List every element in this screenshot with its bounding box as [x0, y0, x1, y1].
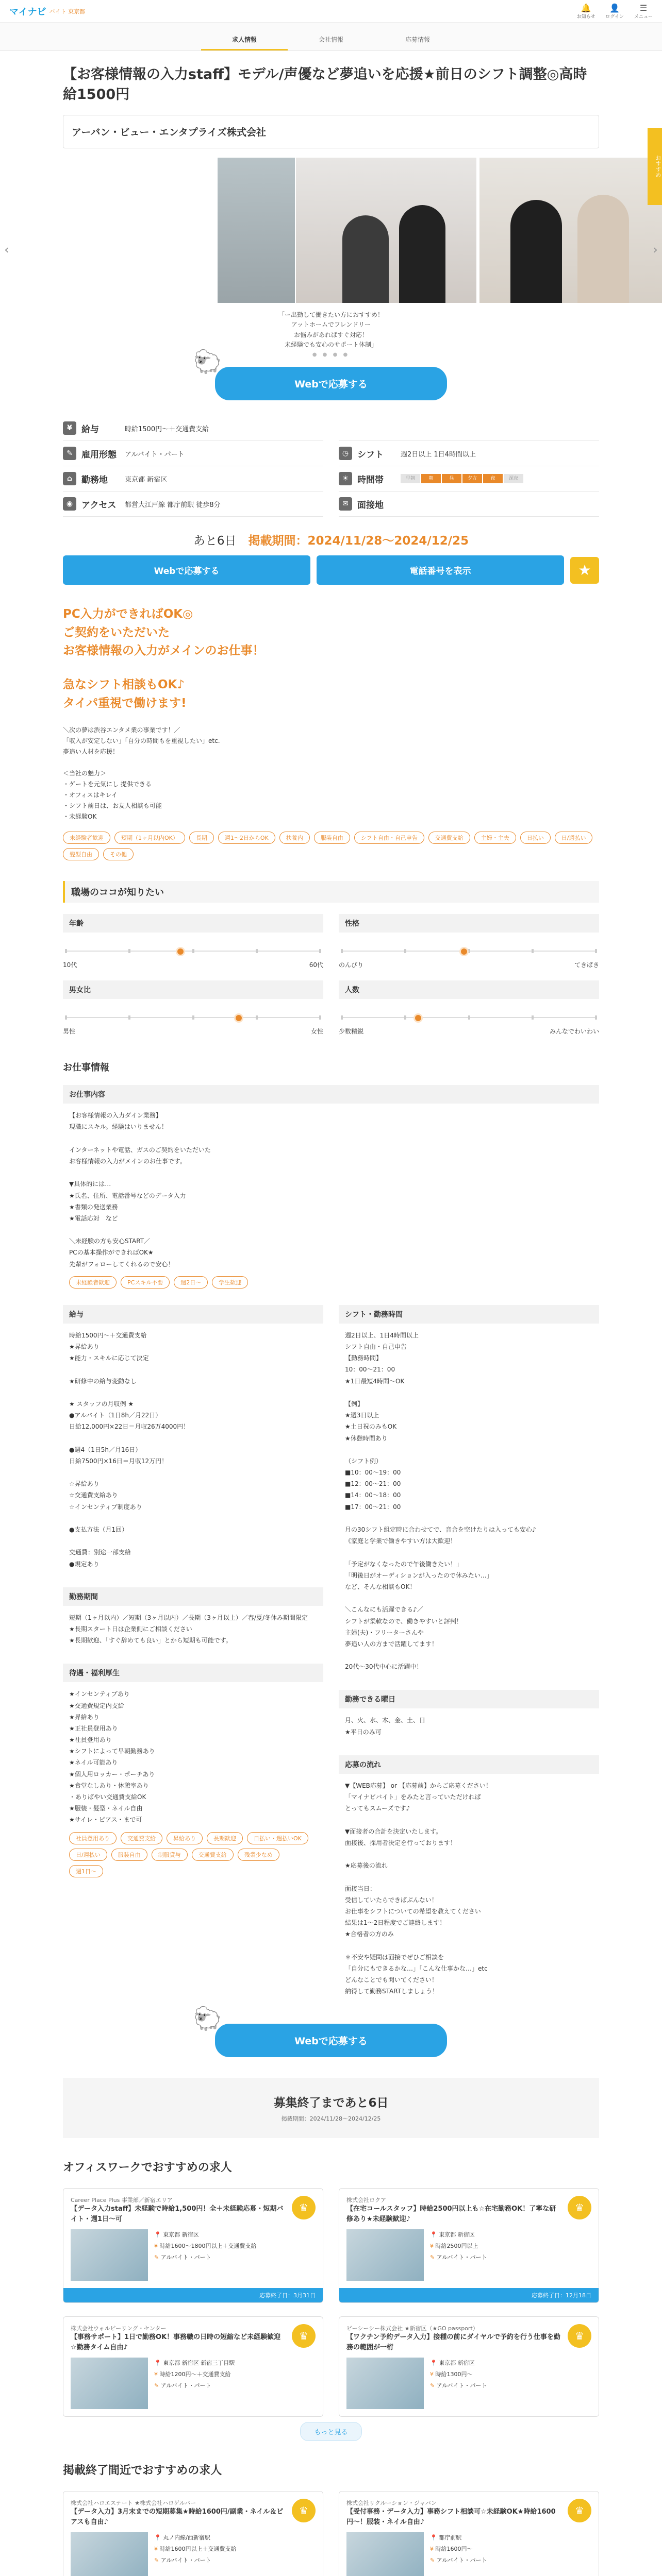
- info-row: [339, 416, 599, 441]
- job-detail: [63, 64, 599, 2576]
- info-label-text: 給与: [81, 424, 99, 435]
- info-7-icon: ✉: [339, 497, 352, 511]
- info-label-text: 時間帯: [357, 474, 384, 485]
- card-detail: [154, 2252, 257, 2263]
- time-slot: 昼: [442, 474, 461, 483]
- tag: 服装自由: [111, 1849, 147, 1861]
- gallery-photo[interactable]: [218, 158, 295, 303]
- card-content: [63, 2317, 323, 2416]
- card-loc: 東京都 新宿区: [439, 2231, 475, 2239]
- feature-name: 性格: [339, 914, 599, 933]
- tag: 交通費支給: [428, 832, 470, 844]
- work-info-title: お仕事情報: [63, 1062, 109, 1074]
- card-detail: [430, 2369, 487, 2380]
- time-bar: [401, 474, 523, 483]
- tag: 髪型自由: [63, 848, 99, 860]
- card-type-icon: ✎: [430, 2382, 437, 2389]
- card-badge-icon: ♛: [292, 2196, 316, 2219]
- slider-tick: [341, 1015, 343, 1020]
- page-tabs: [0, 23, 662, 51]
- work-content-header: お仕事内容: [63, 1085, 599, 1104]
- job-card[interactable]: [63, 2491, 323, 2576]
- card-company: 株式会社リクルーション・ジャパン: [346, 2500, 437, 2507]
- gallery-photo[interactable]: [296, 158, 476, 303]
- user-icon: 👤: [609, 3, 620, 13]
- tag: 未経験者歓迎: [69, 1276, 117, 1289]
- job-description: ＼次の夢は渋谷エンタメ業の事業です！／ 「収入が安定しない」「自分の時間もを重視したい」etc. 夢追い人材を応援！ ＜当社の魅力＞ ・ゲートを元気にし 提供できる ・オフィスはキレイ ・シフト前日は、お友人相談も可能 ・未経験OK: [63, 726, 220, 821]
- card-title[interactable]: 【事務サポート】1日で勤務OK！事務職の日時の短縮など未経験歓迎☆勤務タイム自由♪: [71, 2333, 281, 2351]
- card-detail: [430, 2532, 487, 2544]
- info-value: 東京都 新宿区: [125, 476, 168, 484]
- card-row: [71, 2532, 316, 2576]
- card-type-icon: ✎: [430, 2557, 437, 2564]
- shift-body: 週2日以上、1日4時間以上 シフト自由・自己申告 【勤務時間】 10：00〜21：00 ★1日最短4時間〜OK 【例】 ★週3日以上 ★土日祝のみもOK ★休憩時間あり （シフト例） ■10：00〜19：00 ■12：00〜21：00 ■14：00〜18：00 ■17：00〜21：00 月の30シフト組定時に合わせてで、音合を空けたりは入っても安心♪ 《家庭と学業で働きやすい方は大歓迎！ 「予定がなくなったので午後働きたい！」 「明後日がオーディションが入ったので休みたい…」 など、そんな相談もOK！ ＼こんなにも活躍できる♪／ シフトが柔軟なので、働きやすいと評判！ 主婦(夫)・フリーターさんや 夢追い人の方まで活躍してます！ 20代〜30代中心に活躍中！: [345, 1331, 536, 1671]
- photo-gallery[interactable]: [63, 158, 599, 307]
- card-image[interactable]: [71, 2229, 148, 2281]
- slider-knob: [459, 947, 469, 956]
- feature-slider: [342, 1011, 596, 1024]
- card-loc: 東京都 新宿区: [163, 2231, 199, 2239]
- info-label-text: 面接地: [357, 500, 384, 511]
- card-detail: [154, 2544, 237, 2555]
- feature-name: 人数: [339, 980, 599, 999]
- card-type: アルバイト・パート: [436, 2382, 487, 2389]
- salary-body: 時給1500円〜＋交通費支給 ★昇給あり ★能力・スキルに応じて決定 ★研修中の給与変動なし ★ スタッフの月収例 ★ ●アルバイト（1日8h／月22日） 日給12,000円×22日＝月収26万4000円！ ●週4（1日5h／月16日） 日給7500円×16日＝月収12万円！ ☆昇給あり ☆交通費支給あり ☆インセンティブ制度あり ●支払方法（月1回） 交通費：別途一部支給 ●規定あり: [69, 1331, 190, 1568]
- card-salary: 時給1600円以上＋交通費支給: [159, 2546, 237, 2553]
- header-icon-label: メニュー: [634, 14, 653, 20]
- info-3-icon: ◷: [339, 447, 352, 460]
- card-loc-icon: 📍: [430, 2534, 439, 2541]
- card-company: 株式会社ロクア: [346, 2197, 386, 2204]
- info-row: [63, 416, 323, 441]
- slider-tick: [468, 1015, 470, 1020]
- card-salary-icon: ¥: [154, 2243, 160, 2250]
- tab-0[interactable]: 求人情報: [201, 23, 288, 50]
- tag: 制服貸与: [152, 1849, 188, 1861]
- card-salary-icon: ¥: [430, 2243, 436, 2250]
- tag: その他: [103, 848, 134, 860]
- tag: 交通費支給: [192, 1849, 234, 1861]
- gallery-dots[interactable]: ● ● ● ●: [312, 352, 350, 358]
- card-type: アルバイト・パート: [160, 2382, 211, 2389]
- slider-tick: [192, 949, 194, 953]
- mascot-icon: 🐑: [193, 349, 222, 376]
- card-image[interactable]: [346, 2229, 424, 2281]
- info-6-icon: ◉: [63, 497, 76, 511]
- tag: PCスキル不要: [121, 1276, 170, 1289]
- info-row: [63, 466, 323, 492]
- info-value: 都営大江戸線 都庁前駅 徒歩8分: [125, 501, 221, 509]
- header-menu-button[interactable]: [634, 3, 653, 20]
- card-loc: 丸ノ内線/西新宿駅: [163, 2534, 210, 2541]
- menu-icon: ☰: [639, 3, 648, 13]
- company-name[interactable]: アーバン・ビュー・エンタプライズ株式会社: [63, 115, 599, 148]
- tag: 学生歓迎: [212, 1276, 248, 1289]
- time-slot: 深夜: [504, 474, 523, 483]
- slider-tick: [319, 949, 321, 953]
- slider-tick: [65, 949, 67, 953]
- info-2-icon: ✎: [63, 447, 76, 460]
- card-row: [346, 2532, 591, 2576]
- card-type-icon: ✎: [154, 2382, 161, 2389]
- slider-left-label: 少数精鋭: [339, 1028, 364, 1036]
- info-5-icon: ☀: [339, 472, 352, 485]
- slider-labels: [339, 960, 599, 969]
- slider-tick: [256, 949, 258, 953]
- slider-tick: [256, 1015, 258, 1020]
- card-badge-icon: ♛: [568, 2499, 591, 2522]
- card-row: [346, 2358, 591, 2409]
- card-details: [154, 2532, 237, 2576]
- header-user-button[interactable]: [605, 3, 624, 20]
- period-header: 勤務期間: [63, 1587, 323, 1606]
- gallery-photo[interactable]: [479, 158, 662, 303]
- card-loc-icon: 📍: [430, 2231, 439, 2239]
- card-detail: [154, 2380, 235, 2392]
- feature-slider: [66, 945, 320, 957]
- info-label-text: アクセス: [81, 500, 117, 511]
- header-icon-label: お知らせ: [576, 14, 595, 20]
- slider-tick: [128, 1015, 130, 1020]
- card-loc: 東京都 新宿区: [439, 2360, 475, 2367]
- header-bell-button[interactable]: [577, 3, 595, 20]
- mascot-icon: 🐑: [193, 2006, 222, 2032]
- tag: 扶養内: [279, 832, 310, 844]
- slider-tick: [595, 949, 597, 953]
- card-detail: [154, 2555, 237, 2566]
- card-company: 株式会社ウォルビーリング・センター: [71, 2325, 167, 2332]
- gallery-caption: 「ー出勤して働きたい方におすすめ！ アットホームでフレンドリー お悩みがあればすぐ対応！ 未経験でも安心のサポート体制」: [278, 311, 384, 348]
- card-footer: 応募終了日：12月18日: [339, 2288, 599, 2302]
- card-detail: [430, 2358, 487, 2369]
- tag: 長期: [189, 832, 214, 844]
- card-type-icon: ✎: [430, 2254, 437, 2261]
- slider-right-label: てきぱき: [574, 961, 599, 969]
- card-badge-icon: ♛: [568, 2324, 591, 2348]
- tag: 日払い・週払いOK: [247, 1832, 308, 1844]
- card-loc: 東京都 新宿区 新宿三丁目駅: [163, 2360, 235, 2367]
- apply-web-button-3[interactable]: 🐑 Webで応募する: [215, 2024, 447, 2057]
- favorite-star-icon[interactable]: ★: [570, 557, 599, 584]
- info-label: [63, 421, 125, 435]
- tag: 週2日〜: [174, 1276, 208, 1289]
- slider-tick: [404, 1015, 406, 1020]
- card-loc-icon: 📍: [154, 2231, 163, 2239]
- card-salary: 時給2500円以上: [435, 2243, 478, 2250]
- period-body: 短期（1ヶ月以内）／短期（3ヶ月以内）／長期（3ヶ月以上）／春/夏/冬休み期間限定 ★長期スタート日は企業側にご相談ください ★長期歓迎、「すぐ辞めても良い」とから短期も可能です。: [69, 1614, 308, 1645]
- benefit-header: 待遇・福利厚生: [63, 1664, 323, 1682]
- info-label-text: 勤務地: [81, 474, 108, 485]
- job-card[interactable]: [339, 2491, 599, 2576]
- slider-tick: [65, 1015, 67, 1020]
- slider-knob: [176, 947, 185, 956]
- info-label-text: 雇用形態: [81, 449, 117, 460]
- tag: 週1日〜: [69, 1865, 103, 1877]
- rec2-cards: [63, 2491, 599, 2576]
- card-title[interactable]: 【在宅コールスタッフ】時給2500円以上も☆在宅勤務OK！了寧な研修あり★未経験歓迎♪: [346, 2205, 556, 2223]
- card-type: アルバイト・パート: [436, 2557, 487, 2564]
- card-type-icon: ✎: [154, 2254, 161, 2261]
- info-label: [339, 497, 401, 511]
- slider-labels: [339, 1027, 599, 1036]
- card-content: [63, 2492, 323, 2576]
- job-card[interactable]: [339, 2316, 599, 2417]
- slider-tick: [532, 1015, 534, 1020]
- info-4-icon: ⌂: [63, 472, 76, 485]
- slider-right-label: 60代: [309, 961, 323, 969]
- tag: シフト自由・自己申告: [354, 832, 424, 844]
- info-0-icon: ¥: [63, 421, 76, 435]
- card-detail: [430, 2252, 487, 2263]
- card-type: アルバイト・パート: [160, 2254, 211, 2261]
- card-details: [154, 2229, 257, 2281]
- slider-knob: [413, 1013, 423, 1023]
- slider-tick: [341, 949, 343, 953]
- card-loc-icon: 📍: [430, 2360, 439, 2367]
- slider-tick: [532, 949, 534, 953]
- card-content: [339, 2492, 599, 2576]
- card-title[interactable]: 【データ入力】3月末までの短期募集★時給1600円/副業・ネイル＆ピアスも自由♪: [71, 2508, 284, 2526]
- tag: 昇給あり: [167, 1832, 203, 1844]
- bell-icon: 🔔: [581, 3, 591, 13]
- info-value: 週2日以上 1日4時間以上: [401, 450, 476, 459]
- job-card[interactable]: [63, 2188, 323, 2303]
- card-detail: [154, 2369, 235, 2380]
- slider-labels: [63, 1027, 323, 1036]
- feature-item: [63, 976, 323, 1043]
- info-row: [339, 492, 599, 517]
- tag: 長期歓迎: [207, 1832, 243, 1844]
- slider-left-label: 男性: [63, 1028, 76, 1036]
- card-type: アルバイト・パート: [160, 2557, 211, 2564]
- card-image[interactable]: [71, 2358, 148, 2409]
- tag: 社員登用あり: [69, 1832, 117, 1844]
- card-detail: [430, 2229, 487, 2241]
- posting-period: あと6日 掲載期間：2024/11/28〜2024/12/25: [193, 534, 469, 548]
- tag: 週1〜2日からOK: [218, 832, 275, 844]
- card-image[interactable]: [346, 2358, 424, 2409]
- card-detail: [154, 2241, 257, 2252]
- time-slot: 早朝: [401, 474, 420, 483]
- card-detail: [430, 2380, 487, 2392]
- slider-left-label: のんびり: [339, 961, 364, 969]
- slider-right-label: 女性: [310, 1028, 323, 1036]
- info-label: [63, 472, 125, 485]
- card-salary-icon: ¥: [430, 2371, 436, 2378]
- card-salary: 時給1200円〜＋交通費支給: [159, 2371, 231, 2378]
- card-type: アルバイト・パート: [436, 2254, 487, 2261]
- work-tags: [63, 1276, 599, 1289]
- feature-name: 男女比: [63, 980, 323, 999]
- rec1-cards: [63, 2188, 599, 2417]
- card-details: [154, 2358, 235, 2409]
- work-content-body: 【お客様情報の入力ダイン業務】 現職にスキル。経験はいりません！ インターネットや電話、ガスのご契約をいただいた お客様情報の入力がメインのお仕事です。 ▼具体的には… ★氏名、住所、電話番号などのデータ入力 ★書類の発送業務 ★電話応対 など ＼未経験の方も安心START／ PCの基本操作ができればOK★ 先輩がフォローしてくれるので安心！: [69, 1112, 211, 1268]
- card-loc: 都庁前駅: [439, 2534, 462, 2541]
- show-phone-button[interactable]: 電話番号を表示: [317, 555, 564, 585]
- feature-name: 年齢: [63, 914, 323, 933]
- slider-labels: [63, 960, 323, 969]
- card-details: [430, 2229, 487, 2281]
- card-detail: [154, 2229, 257, 2241]
- info-row: [339, 441, 599, 466]
- tag: 服装自由: [314, 832, 350, 844]
- recruit-end-period: 掲載期間：2024/11/28〜2024/12/25: [281, 2115, 381, 2123]
- tag: 日/週払い: [555, 832, 593, 844]
- card-detail: [430, 2241, 487, 2252]
- job-card[interactable]: [339, 2188, 599, 2303]
- info-label: [63, 497, 125, 511]
- slider-tick: [128, 949, 130, 953]
- side-badge[interactable]: おすすめ: [648, 128, 662, 205]
- site-logo[interactable]: マイナビ バイト 東京都: [9, 6, 86, 18]
- card-title[interactable]: 【データ入力staff】未経験で時給1,500円！全＋未経験応募・短期バイト・週1日〜可: [71, 2205, 284, 2223]
- tab-2[interactable]: 応募情報: [405, 36, 430, 43]
- apply-flow-header: 応募の流れ: [339, 1755, 599, 1774]
- card-image[interactable]: [346, 2532, 424, 2576]
- recruit-end-box: [63, 2078, 599, 2138]
- card-type-icon: ✎: [154, 2557, 161, 2564]
- tag: 残業少なめ: [238, 1849, 279, 1861]
- card-company: 株式会社ハロエステート ★株式会社ハロゲルバー: [71, 2500, 196, 2507]
- header-icon-label: ログイン: [605, 14, 624, 20]
- card-salary-icon: ¥: [154, 2371, 160, 2378]
- card-row: [71, 2229, 316, 2281]
- card-detail: [430, 2555, 487, 2566]
- features-title: 職場のココが知りたい: [63, 881, 599, 903]
- rec1-more-button[interactable]: もっと見る: [300, 2422, 362, 2441]
- apply-web-button[interactable]: 🐑 Webで応募する: [215, 367, 447, 400]
- feature-item: [339, 910, 599, 976]
- slider-tick: [404, 949, 406, 953]
- days-header: 勤務できる曜日: [339, 1690, 599, 1708]
- card-badge-icon: ♛: [292, 2324, 316, 2348]
- gallery-next-icon[interactable]: ›: [652, 242, 658, 258]
- info-label: [339, 447, 401, 460]
- shift-header: シフト・勤務時間: [339, 1305, 599, 1324]
- card-row: [346, 2229, 591, 2281]
- time-slot: 夕方: [462, 474, 482, 483]
- card-badge-icon: ♛: [292, 2499, 316, 2522]
- info-row: [63, 492, 323, 517]
- card-image[interactable]: [71, 2532, 148, 2576]
- tab-1[interactable]: 会社情報: [318, 36, 343, 43]
- days-body: 月、火、水、木、金、土、日 ★平日のみ可: [345, 1717, 426, 1736]
- feature-tags: [63, 832, 599, 860]
- slider-tick: [595, 1015, 597, 1020]
- card-salary-icon: ¥: [430, 2546, 436, 2553]
- card-title[interactable]: 【受付事務・データ入力】事務シフト相談可☆未経験OK★時給1600円〜！服装・ネイル自由♪: [346, 2508, 556, 2526]
- slider-right-label: みんなでわいわい: [549, 1028, 599, 1036]
- card-content: [339, 2189, 599, 2288]
- slider-left-label: 10代: [63, 961, 77, 969]
- info-label-text: シフト: [357, 449, 384, 460]
- info-row: [63, 441, 323, 466]
- recruit-end-label: 募集終了まであと6日: [273, 2096, 389, 2110]
- salary-header: 給与: [63, 1305, 323, 1324]
- card-salary: 時給1600〜1800円以上＋交通費支給: [159, 2243, 257, 2250]
- header-icons: [577, 3, 653, 20]
- workplace-features: [63, 910, 599, 1043]
- info-label: [63, 447, 125, 460]
- card-salary: 時給1300円〜: [435, 2371, 473, 2378]
- rec1-title: オフィスワークでおすすめの求人: [63, 2161, 232, 2175]
- card-badge-icon: ♛: [568, 2196, 591, 2219]
- card-salary: 時給1600円〜: [435, 2546, 473, 2553]
- info-label: [339, 472, 401, 485]
- feature-item: [63, 910, 323, 976]
- catch-copy-1: PC入力ができればOK◎ ご契約をいただいた お客様情報の入力がメインのお仕事！: [63, 607, 264, 658]
- card-loc-icon: 📍: [154, 2534, 163, 2541]
- card-footer: 応募終了日：3月31日: [63, 2288, 323, 2302]
- apply-web-button-2[interactable]: Webで応募する: [63, 555, 310, 585]
- card-detail: [154, 2358, 235, 2369]
- card-content: [63, 2189, 323, 2288]
- tag: 交通費支給: [121, 1832, 162, 1844]
- tag: 日/週払い: [69, 1849, 107, 1861]
- catch-copy-2: 急なシフト相談もOK♪ タイパ重視で働けます!: [63, 677, 187, 710]
- tag: 日払い: [520, 832, 551, 844]
- benefit-body: ★インセンティブあり ★交通費規定内支給 ★昇給あり ★正社員登用あり ★社員登用あり ★シフトによって早朝勤務あり ★ネイル可能あり ★個人用ロッカー・ポーチあり ★食堂なしあり・休憩室あり ・ありばやい交通費支給OK ★服装・髪型・ネイル自由 ★サイレ・ピアス・まで可: [69, 1690, 155, 1824]
- slider-knob: [234, 1013, 243, 1023]
- feature-slider: [342, 945, 596, 957]
- benefit-tags: [63, 1832, 323, 1877]
- site-header: [0, 0, 662, 23]
- job-title: 【お客様情報の入力staff】モデル/声優など夢追いを応援★前日のシフト調整◎高時給1500円: [63, 66, 587, 103]
- card-company: Career Place Plus 事業部／新宿エリア: [71, 2197, 173, 2204]
- info-value: 時給1500円〜＋交通費支給: [125, 425, 209, 433]
- card-details: [430, 2532, 487, 2576]
- card-salary-icon: ¥: [154, 2546, 160, 2553]
- rec2-title: 掲載終了間近でおすすめの求人: [63, 2464, 222, 2478]
- slider-tick: [319, 1015, 321, 1020]
- card-details: [430, 2358, 487, 2409]
- card-company: ビーシーシー株式会社 ★新宿区（★GO passport）: [346, 2325, 478, 2332]
- card-title[interactable]: 【ワクチン予約データ入力】接種の前にダイヤルで予約を行う仕事を勤務の範囲が一桁: [346, 2333, 560, 2351]
- tag: 未経験者歓迎: [63, 832, 110, 844]
- info-row: [339, 466, 599, 492]
- gallery-prev-icon[interactable]: ‹: [4, 242, 10, 258]
- card-detail: [430, 2544, 487, 2555]
- card-detail: [154, 2532, 237, 2544]
- time-slot: 夜: [483, 474, 503, 483]
- card-row: [71, 2358, 316, 2409]
- card-loc-icon: 📍: [154, 2360, 163, 2367]
- apply-flow-body: ▼【WEB応募】 or 【応募前】からご応募ください！ 「マイナビバイト」をみたと言っていただければ とってもスムーズです♪ ▼面接者の合計を決定いたします。 面接後、採用者決定を行っております！ ★応募後の流れ 面接当日： 受信していたらできばぶんない！ お仕事をシフトについての希望を教えてください 結果は1〜2日程度でご連絡します！ ★合格者の方のみ ＊不安や疑問は面接でぜひご相談を 「自分にもできるかな…」「こんな仕事かな…」etc どんなことでも聞いてください！ 納得して勤務STARTしましょう！: [345, 1782, 492, 1995]
- tag: 短期（1ヶ月以内OK）: [114, 832, 185, 844]
- feature-slider: [66, 1011, 320, 1024]
- feature-item: [339, 976, 599, 1043]
- time-slot: 朝: [421, 474, 441, 483]
- info-value: アルバイト・パート: [125, 450, 185, 459]
- job-card[interactable]: [63, 2316, 323, 2417]
- card-content: [339, 2317, 599, 2416]
- job-summary: [63, 416, 599, 517]
- slider-tick: [192, 1015, 194, 1020]
- tag: 主婦・主夫: [474, 832, 516, 844]
